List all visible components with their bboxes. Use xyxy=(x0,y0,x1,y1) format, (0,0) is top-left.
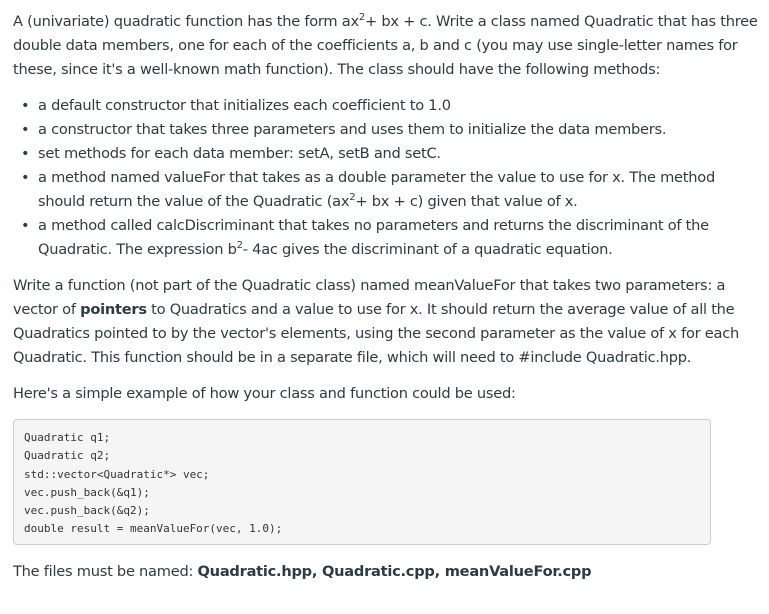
files-paragraph xyxy=(13,560,758,584)
list-item-text: - 4ac gives the discriminant of a quadratic equation. xyxy=(242,241,613,258)
list-item-text: a method called calcDiscriminant that takes no parameters and returns the discriminant of the Quadratic. The expression b xyxy=(38,217,709,258)
code-line: vec.push_back(&q2); xyxy=(24,504,150,518)
function-text-2: to Quadratics and a value to use for x. It should return the average value of all the Quadratics pointed to by the vector's elements, using the second parameter as the value of x for each Quadratic. This function should be in a separate file, which will need to #include Quadratic.hpp. xyxy=(13,301,739,366)
bullet-icon: • xyxy=(21,217,30,234)
code-line: Quadratic q2; xyxy=(24,449,111,463)
code-block xyxy=(13,419,711,545)
list-item xyxy=(0,142,728,166)
code-line: Quadratic q1; xyxy=(24,431,111,444)
intro-text-2: + bx + c. Write a class named Quadratic that has three double data members, one for each of the coefficients a, b and c (you may use single-letter names for these, since it's a well-known math function). The class should have the following methods: xyxy=(13,13,758,78)
list-item-superscript: 2 xyxy=(349,192,356,204)
bullet-icon: • xyxy=(21,145,30,162)
file-names: Quadratic.hpp, Quadratic.cpp, meanValueFor.cpp xyxy=(197,563,592,580)
code-line: vec.push_back(&q1); xyxy=(24,485,150,499)
list-item-text: set methods for each data member: setA, setB and setC. xyxy=(38,145,441,162)
bullet-icon: • xyxy=(21,97,30,114)
bullet-icon: • xyxy=(21,169,30,186)
files-label: The files must be named: xyxy=(13,563,198,580)
list-item xyxy=(0,214,728,262)
list-item-text: a constructor that takes three parameters and uses them to initialize the data members. xyxy=(38,121,667,138)
pointers-emphasis: pointers xyxy=(80,301,147,318)
intro-text-1: A (univariate) quadratic function has the form ax xyxy=(13,13,359,30)
code-line: std::vector<Quadratic*> vec; xyxy=(24,467,210,481)
list-item-text: a default constructor that initializes each coefficient to 1.0 xyxy=(38,97,451,114)
code-line: double result = meanValueFor(vec, 1.0); xyxy=(24,522,283,536)
function-text-1: Write a function (not part of the Quadratic class) named meanValueFor that takes two parameters: a vector of xyxy=(13,277,726,318)
bullet-icon: • xyxy=(21,121,30,138)
example-intro: Here's a simple example of how your class and function could be used: xyxy=(13,385,516,402)
list-item-text: a method named valueFor that takes as a double parameter the value to use for x. The method should return the value of the Quadratic (ax xyxy=(38,169,715,210)
methods-list xyxy=(0,94,760,262)
intro-superscript: 2 xyxy=(358,12,365,24)
function-paragraph xyxy=(13,274,758,370)
list-item-superscript: 2 xyxy=(236,240,243,252)
list-item-text: + bx + c) given that value of x. xyxy=(355,193,578,210)
list-item xyxy=(0,94,728,118)
list-item xyxy=(0,118,728,142)
list-item xyxy=(0,166,728,214)
intro-paragraph xyxy=(13,10,758,82)
